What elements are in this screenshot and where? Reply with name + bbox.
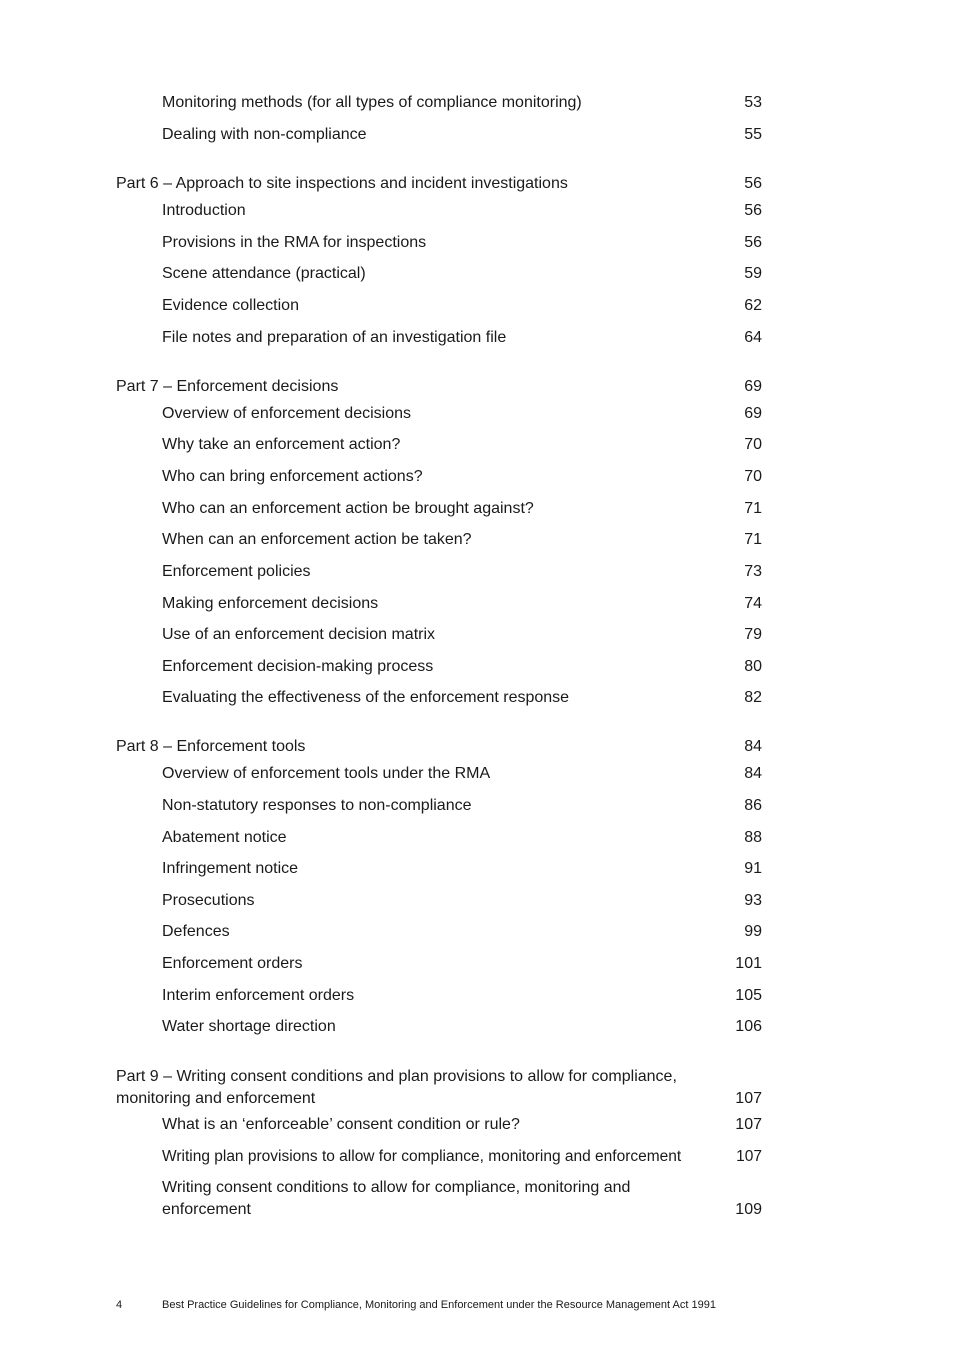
toc-entry-title: Overview of enforcement tools under the RMA xyxy=(162,765,491,782)
toc-entry-page: 71 xyxy=(744,500,762,517)
toc-entry-title: Who can bring enforcement actions? xyxy=(162,468,423,485)
toc-entry[interactable] xyxy=(116,434,762,456)
toc-entry-page: 53 xyxy=(744,94,762,111)
toc-entry[interactable] xyxy=(116,295,762,317)
toc-entry-title: What is an ‘enforceable’ consent condition or rule? xyxy=(162,1116,520,1133)
toc-entry[interactable] xyxy=(116,529,762,551)
toc-entry-title: Non-statutory responses to non-compliance xyxy=(162,797,472,814)
toc-entry-page: 107 xyxy=(735,1090,762,1107)
toc-entry[interactable] xyxy=(116,656,762,678)
footer-document-title: Best Practice Guidelines for Compliance, Monitoring and Enforcement under the Resource Management Act 1991 xyxy=(162,1299,716,1311)
toc-part-heading[interactable] xyxy=(116,376,762,398)
toc-entry-page: 105 xyxy=(735,987,762,1004)
toc-entry-title: Prosecutions xyxy=(162,892,255,909)
toc-entry-page: 73 xyxy=(744,563,762,580)
toc-entry[interactable] xyxy=(116,1146,762,1168)
toc-entry-title: Dealing with non-compliance xyxy=(162,126,367,143)
toc-entry-title: Provisions in the RMA for inspections xyxy=(162,234,427,251)
toc-entry-title: Infringement notice xyxy=(162,860,299,877)
toc-entry-page: 70 xyxy=(744,436,762,453)
toc-entry[interactable] xyxy=(116,985,762,1007)
toc-entry-title: Why take an enforcement action? xyxy=(162,436,401,453)
toc-entry-page: 56 xyxy=(744,202,762,219)
toc-entry[interactable] xyxy=(116,263,762,285)
toc-entry-page: 82 xyxy=(744,689,762,706)
toc-entry-page: 107 xyxy=(735,1116,762,1133)
toc-entry[interactable] xyxy=(116,1114,762,1136)
toc-entry-title: Introduction xyxy=(162,202,246,219)
toc-entry-page: 107 xyxy=(736,1148,762,1165)
footer-page-number: 4 xyxy=(116,1299,123,1311)
toc-entry-title: Scene attendance (practical) xyxy=(162,265,366,282)
toc-entry[interactable] xyxy=(116,593,762,615)
toc-entry-title: Defences xyxy=(162,923,230,940)
toc-entry-title: Abatement notice xyxy=(162,829,287,846)
toc-entry[interactable] xyxy=(116,890,762,912)
toc-entry-page: 99 xyxy=(744,923,762,940)
toc-entry[interactable] xyxy=(116,953,762,975)
toc-entry-page: 84 xyxy=(744,765,762,782)
toc-entry[interactable] xyxy=(116,561,762,583)
toc-entry-page: 56 xyxy=(744,234,762,251)
toc-entry[interactable] xyxy=(116,687,762,709)
toc-entry-page: 91 xyxy=(744,860,762,877)
toc-entry-page: 69 xyxy=(744,405,762,422)
toc-entry-page: 74 xyxy=(744,595,762,612)
toc-part-heading[interactable] xyxy=(116,173,762,195)
toc-entry-page: 69 xyxy=(744,378,762,395)
toc-entry-title: Enforcement orders xyxy=(162,955,303,972)
toc-entry-title: When can an enforcement action be taken? xyxy=(162,531,472,548)
toc-entry[interactable] xyxy=(116,200,762,222)
toc-part-heading[interactable] xyxy=(116,736,762,758)
toc-entry[interactable] xyxy=(116,921,762,943)
toc-entry[interactable] xyxy=(116,763,762,785)
toc-entry[interactable] xyxy=(116,795,762,817)
toc-entry[interactable] xyxy=(116,92,762,114)
toc-entry-title: Part 7 – Enforcement decisions xyxy=(116,378,339,395)
toc-entry-page: 109 xyxy=(735,1201,762,1218)
toc-entry-title: Monitoring methods (for all types of compliance monitoring) xyxy=(162,94,582,111)
toc-entry-page: 59 xyxy=(744,265,762,282)
toc-entry-title: Part 9 – Writing consent conditions and plan provisions to allow for compliance, monitoring and enforcement xyxy=(116,1068,677,1107)
toc-entry-title: Interim enforcement orders xyxy=(162,987,355,1004)
toc-entry-title: Making enforcement decisions xyxy=(162,595,379,612)
toc-entry-title: File notes and preparation of an investigation file xyxy=(162,329,507,346)
toc-entry-title: Use of an enforcement decision matrix xyxy=(162,626,436,643)
toc-entry[interactable] xyxy=(116,624,762,646)
toc-entry-page: 71 xyxy=(744,531,762,548)
toc-entry-page: 62 xyxy=(744,297,762,314)
toc-entry-page: 93 xyxy=(744,892,762,909)
toc-entry-page: 84 xyxy=(744,738,762,755)
toc-entry-title: Evaluating the effectiveness of the enforcement response xyxy=(162,689,570,706)
toc-entry-title: Overview of enforcement decisions xyxy=(162,405,411,422)
toc-entry-page: 86 xyxy=(744,797,762,814)
toc-part-heading[interactable] xyxy=(116,1066,762,1110)
toc-entry[interactable] xyxy=(116,466,762,488)
toc-entry-page: 64 xyxy=(744,329,762,346)
toc-entry-title: Water shortage direction xyxy=(162,1018,336,1035)
toc-entry[interactable] xyxy=(116,1016,762,1038)
toc-entry-page: 80 xyxy=(744,658,762,675)
toc-entry-title: Enforcement policies xyxy=(162,563,311,580)
toc-entry[interactable] xyxy=(116,124,762,146)
toc-entry-title: Who can an enforcement action be brought against? xyxy=(162,500,534,517)
toc-entry[interactable] xyxy=(116,232,762,254)
toc-entry-title: Writing consent conditions to allow for compliance, monitoring and enforcement xyxy=(162,1179,631,1218)
toc-entry-title: Writing plan provisions to allow for compliance, monitoring and enforcement xyxy=(162,1148,682,1165)
toc-entry-page: 79 xyxy=(744,626,762,643)
toc-entry[interactable] xyxy=(116,827,762,849)
toc-entry-title: Part 8 – Enforcement tools xyxy=(116,738,306,755)
toc-entry-page: 70 xyxy=(744,468,762,485)
toc-entry-title: Evidence collection xyxy=(162,297,299,314)
toc-entry-page: 101 xyxy=(735,955,762,972)
toc-entry[interactable] xyxy=(116,1177,762,1221)
toc-entry[interactable] xyxy=(116,403,762,425)
toc-entry[interactable] xyxy=(116,858,762,880)
toc-entry-page: 106 xyxy=(735,1018,762,1035)
toc-entry[interactable] xyxy=(116,498,762,520)
toc-entry-title: Part 6 – Approach to site inspections and incident investigations xyxy=(116,175,568,192)
toc-entry-page: 55 xyxy=(744,126,762,143)
toc-entry-title: Enforcement decision-making process xyxy=(162,658,434,675)
toc-entry-page: 56 xyxy=(744,175,762,192)
toc-entry[interactable] xyxy=(116,327,762,349)
toc-entry-page: 88 xyxy=(744,829,762,846)
